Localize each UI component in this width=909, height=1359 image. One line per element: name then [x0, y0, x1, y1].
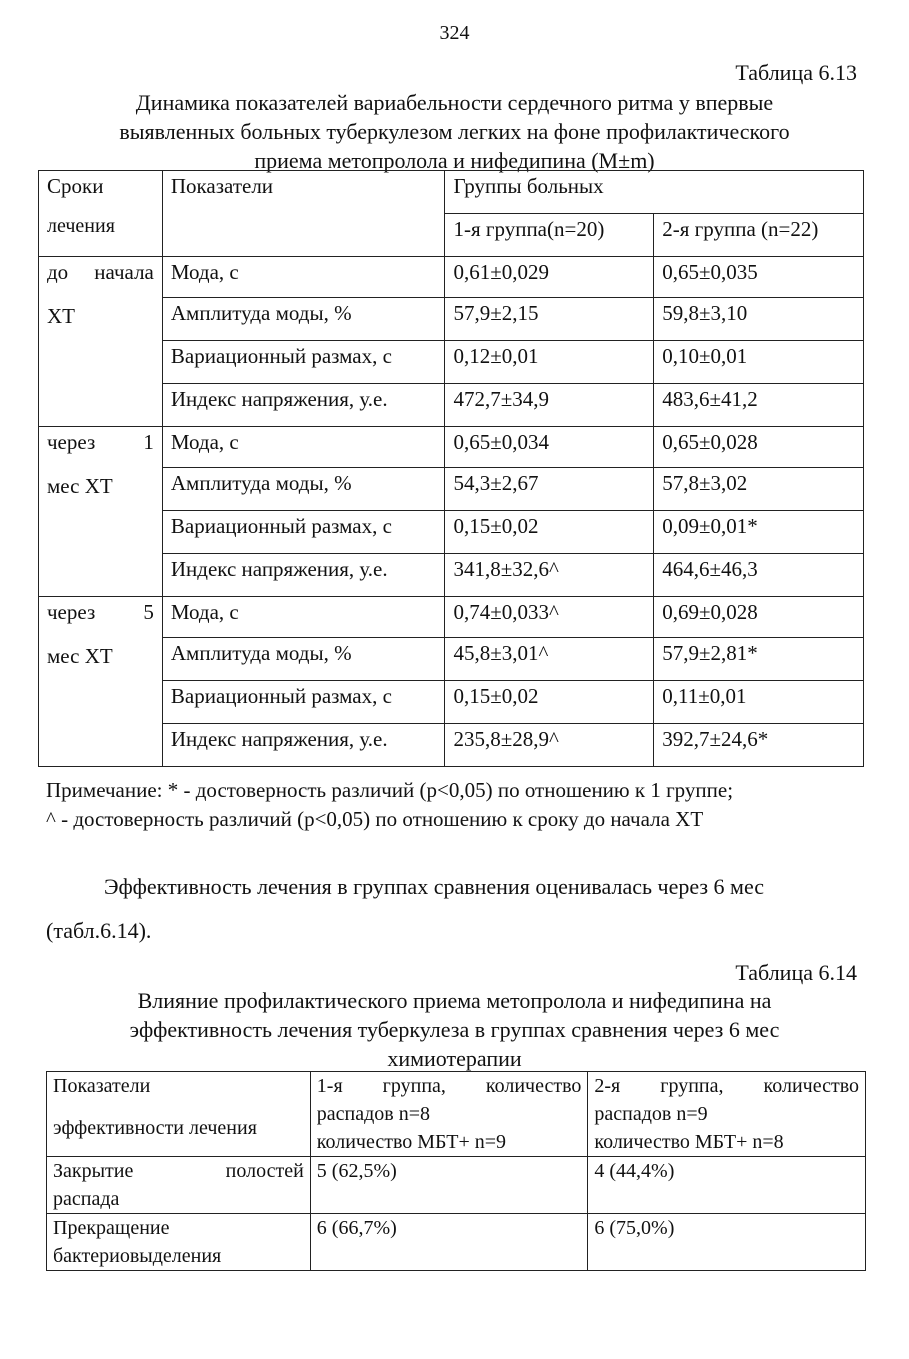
page-number: 324	[439, 22, 470, 44]
paragraph-line: Эффективность лечения в группах сравнения оценивалась через 6 мес	[104, 874, 765, 899]
group2-value: 0,65±0,028	[654, 427, 864, 468]
group2-value: 57,9±2,81*	[654, 638, 864, 681]
period-line: мес ХТ	[47, 474, 113, 498]
groups-header: Группы больных	[445, 171, 864, 214]
indicator-cell	[47, 1157, 311, 1214]
title-line: Влияние профилактического приема метопролола и нифедипина на	[137, 988, 772, 1013]
title-line: химиотерапии	[387, 1046, 522, 1071]
note-line: Примечание: * - достоверность различий (p<0,05) по отношению к 1 группе;	[46, 778, 734, 802]
hrv-table	[38, 170, 864, 767]
header-line: Сроки	[47, 174, 104, 198]
period-cell	[39, 257, 163, 427]
indicator-line: Закрытие полостей	[53, 1160, 304, 1182]
group1-header: 1-я группа(n=20)	[445, 214, 654, 257]
indicator-line: бактериовыделения	[53, 1245, 222, 1267]
indicator-line: распада	[53, 1188, 120, 1210]
indicator-cell: Индекс напряжения, у.е.	[162, 384, 445, 427]
title-line: выявленных больных туберкулезом легких на фоне профилактического	[119, 119, 790, 144]
group1-value: 57,9±2,15	[445, 298, 654, 341]
group2-header: 2-я группа (n=22)	[654, 214, 864, 257]
table-label: Таблица 6.13	[735, 60, 857, 85]
period-cell	[39, 597, 163, 767]
indicator-cell	[47, 1214, 311, 1271]
group2-value: 0,10±0,01	[654, 341, 864, 384]
indicator-cell: Вариационный размах, с	[162, 341, 445, 384]
header-line: распадов n=9	[594, 1103, 708, 1125]
indicator-cell: Вариационный размах, с	[162, 681, 445, 724]
group1-value: 0,65±0,034	[445, 427, 654, 468]
group2-value: 4 (44,4%)	[588, 1157, 866, 1214]
indicator-cell: Амплитуда моды, %	[162, 298, 445, 341]
group2-value: 483,6±41,2	[654, 384, 864, 427]
indicator-cell: Мода, с	[162, 257, 445, 298]
period-line: до начала	[47, 260, 154, 284]
group1-value: 341,8±32,6^	[445, 554, 654, 597]
table-title	[20, 986, 889, 1073]
group2-header	[588, 1072, 866, 1157]
header-line: количество МБТ+ n=8	[594, 1131, 784, 1153]
group1-header	[310, 1072, 588, 1157]
note-line: ^ - достоверность различий (p<0,05) по отношению к сроку до начала ХТ	[46, 807, 704, 831]
efficacy-table	[46, 1071, 866, 1271]
period-cell	[39, 427, 163, 597]
indicator-cell: Индекс напряжения, у.е.	[162, 724, 445, 767]
table-note	[46, 776, 733, 834]
period-header	[39, 171, 163, 257]
period-line: через 5	[47, 600, 154, 624]
table-title	[20, 88, 889, 175]
group1-value: 6 (66,7%)	[310, 1214, 588, 1271]
header-line: количество МБТ+ n=9	[316, 1131, 507, 1153]
group2-value: 0,69±0,028	[654, 597, 864, 638]
group2-value: 0,09±0,01*	[654, 511, 864, 554]
group1-value: 235,8±28,9^	[445, 724, 654, 767]
title-line: Динамика показателей вариабельности сердечного ритма у впервые	[135, 90, 774, 115]
header-line: 1-я группа, количество	[316, 1075, 582, 1097]
period-line: ХТ	[47, 304, 75, 328]
group1-value: 54,3±2,67	[445, 468, 654, 511]
title-line: приема метопролола и нифедипина (М±m)	[254, 148, 655, 173]
period-line: через 1	[47, 430, 154, 454]
indicators-header: Показатели	[162, 171, 445, 257]
indicator-cell: Амплитуда моды, %	[162, 468, 445, 511]
group1-value: 0,15±0,02	[445, 511, 654, 554]
header-line: лечения	[47, 215, 115, 237]
group2-value: 464,6±46,3	[654, 554, 864, 597]
indicator-cell: Мода, с	[162, 427, 445, 468]
header-line: 2-я группа, количество	[594, 1075, 859, 1097]
group1-value: 0,61±0,029	[445, 257, 654, 298]
group2-value: 0,65±0,035	[654, 257, 864, 298]
group2-value: 0,11±0,01	[654, 681, 864, 724]
group2-value: 6 (75,0%)	[588, 1214, 866, 1271]
table-label: Таблица 6.14	[735, 960, 857, 985]
group1-value: 5 (62,5%)	[310, 1157, 588, 1214]
group1-value: 0,12±0,01	[445, 341, 654, 384]
header-line: Показатели	[53, 1075, 151, 1097]
group1-value: 45,8±3,01^	[445, 638, 654, 681]
group1-value: 0,74±0,033^	[445, 597, 654, 638]
period-line: мес ХТ	[47, 644, 113, 668]
title-line: эффективность лечения туберкулеза в группах сравнения через 6 мес	[129, 1017, 780, 1042]
group2-value: 57,8±3,02	[654, 468, 864, 511]
indicator-cell: Амплитуда моды, %	[162, 638, 445, 681]
indicators-header	[47, 1072, 311, 1157]
group2-value: 59,8±3,10	[654, 298, 864, 341]
header-line: эффективности лечения	[53, 1117, 257, 1139]
paragraph-line: (табл.6.14).	[46, 918, 152, 943]
group2-value: 392,7±24,6*	[654, 724, 864, 767]
header-line: распадов n=8	[316, 1103, 431, 1125]
group1-value: 472,7±34,9	[445, 384, 654, 427]
group1-value: 0,15±0,02	[445, 681, 654, 724]
indicator-cell: Индекс напряжения, у.е.	[162, 554, 445, 597]
indicator-cell: Мода, с	[162, 597, 445, 638]
indicator-line: Прекращение	[53, 1217, 170, 1239]
indicator-cell: Вариационный размах, с	[162, 511, 445, 554]
